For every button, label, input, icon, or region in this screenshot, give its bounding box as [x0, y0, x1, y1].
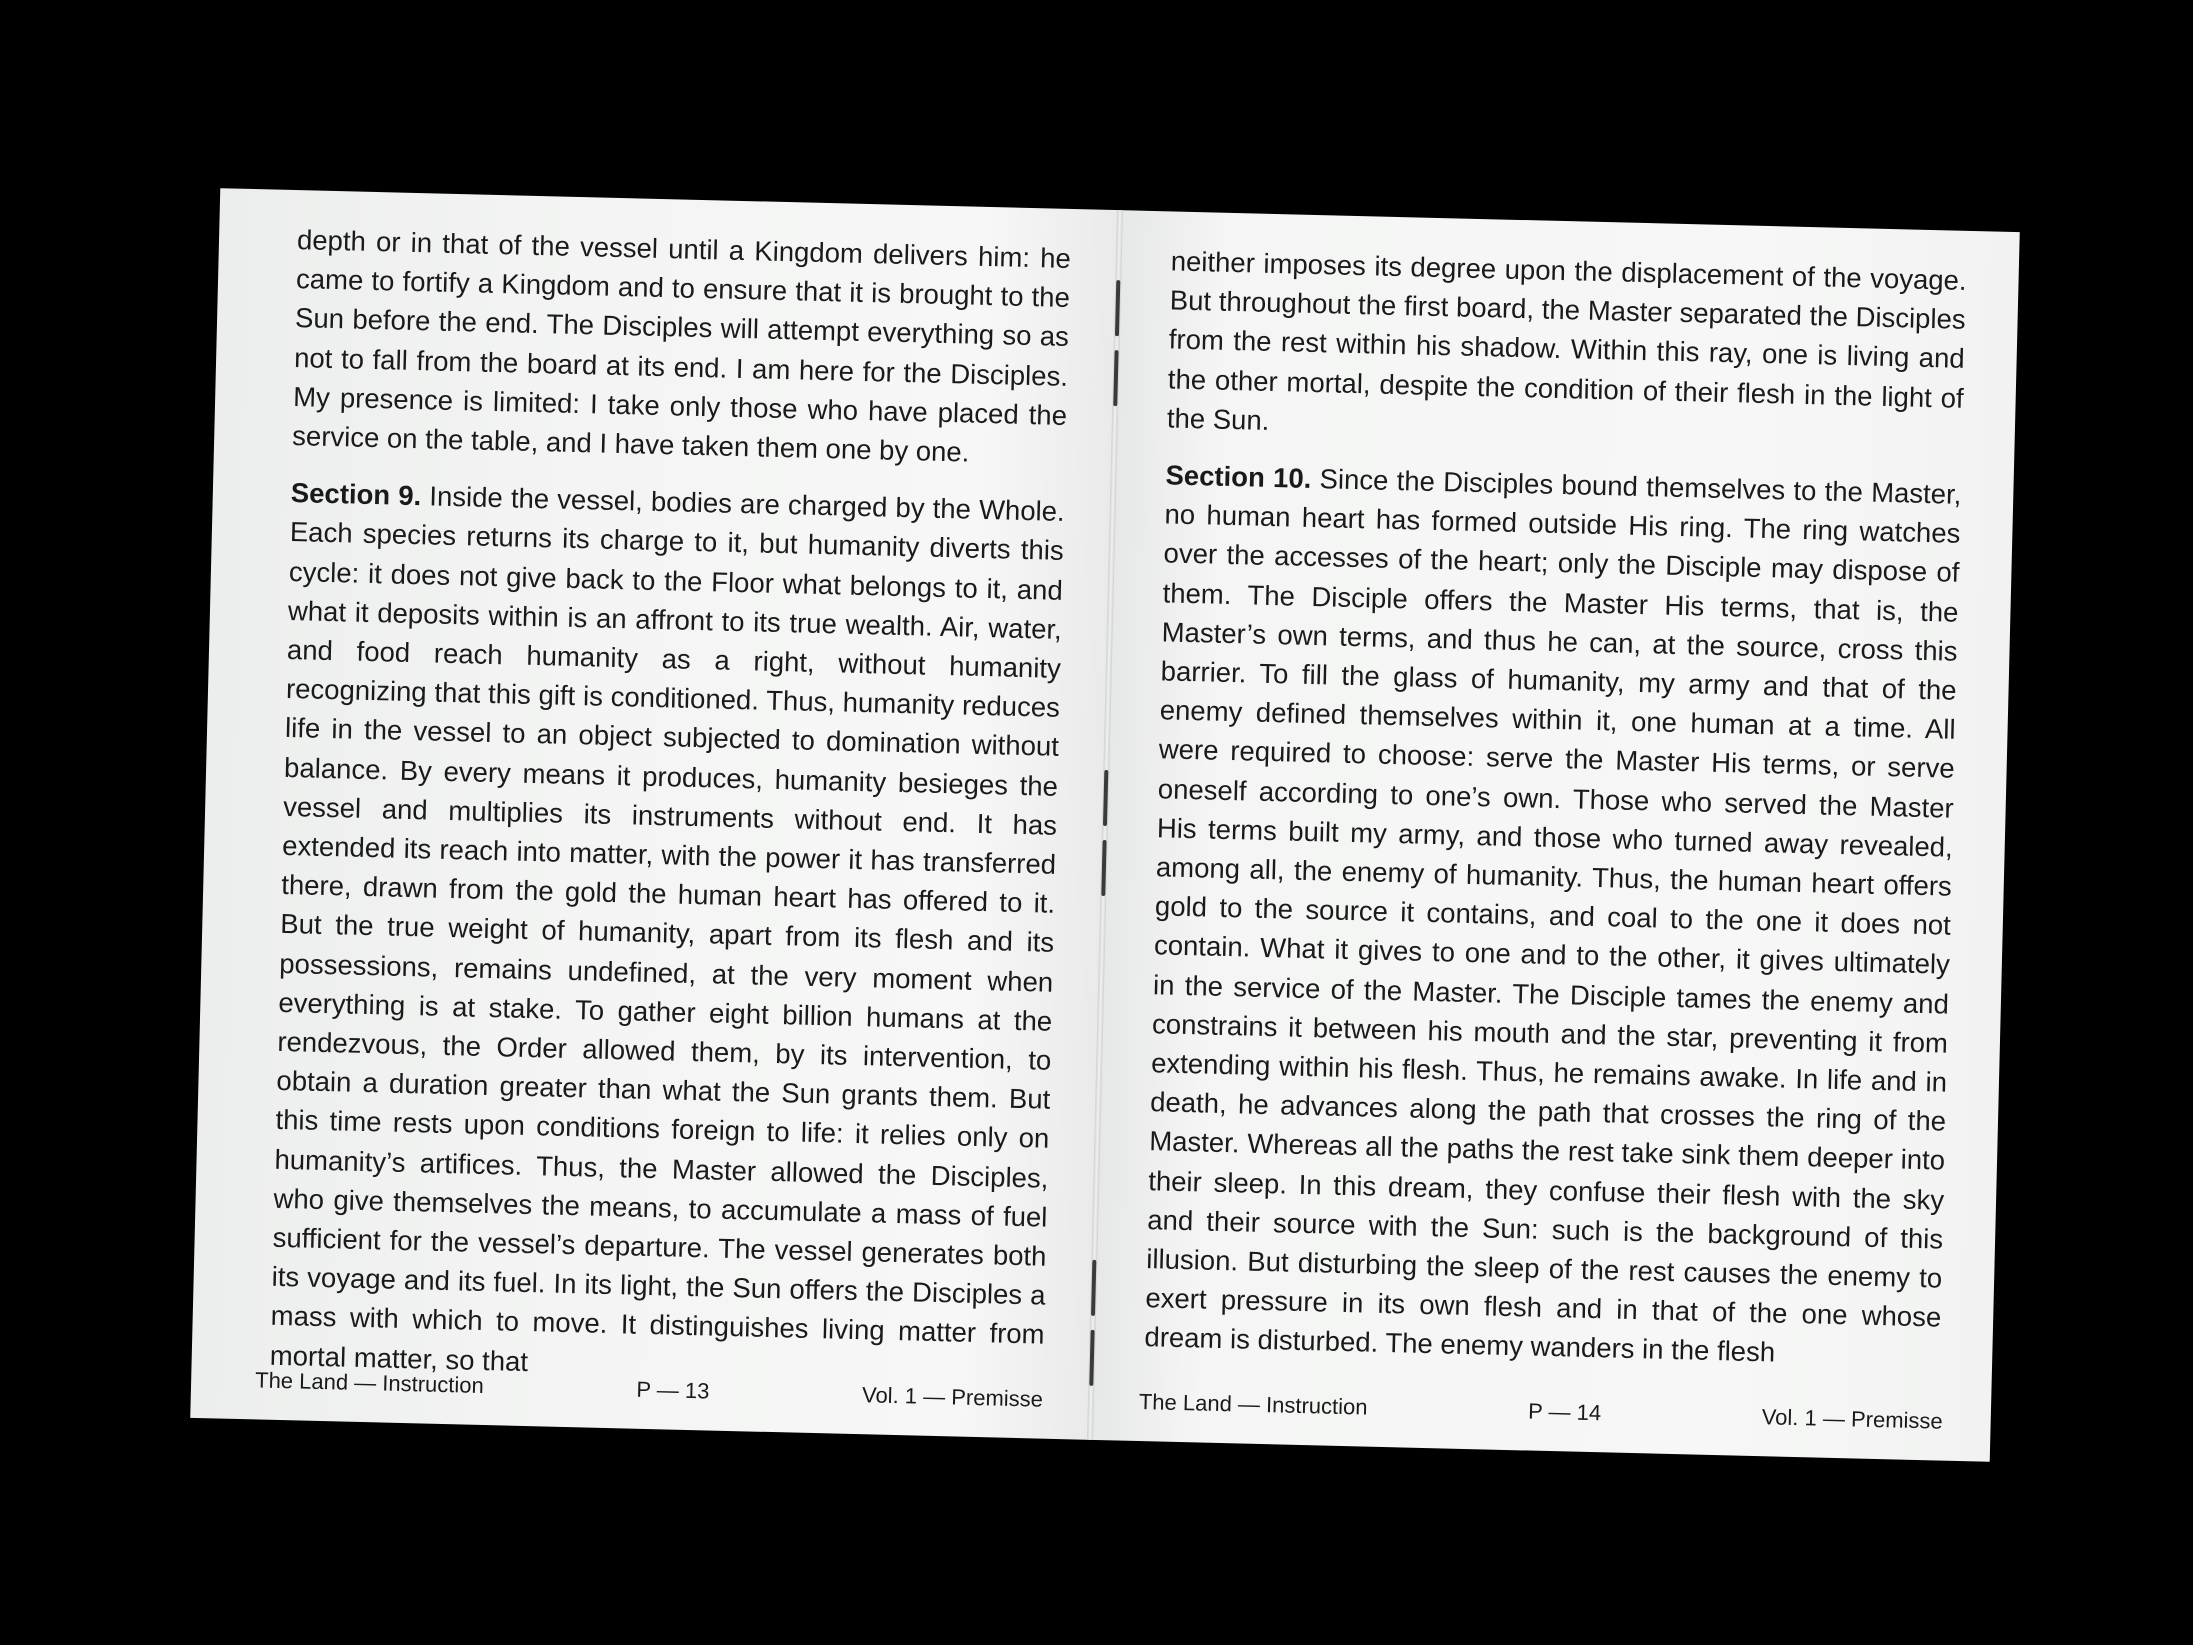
page-number: P — 14: [1527, 1398, 1602, 1426]
section-10-heading: Section 10.: [1165, 459, 1312, 494]
section-9-text: Inside the vessel, bodies are charged by the Whole. Each species returns its charge to it, but humanity diverts this cycle: it does not give back to the Floor what belongs to it, and what it deposits within is an affront to its true wealth. Air, water, and food reach humanity as a right, without humanity recognizing that this gift is conditioned. Thus, humanity reduces life in the vessel to an object subjected to domination without balance. By every means it produces, humanity besieges the vessel and multiplies its instruments without end. It has extended its reach into matter, with the power it has transferred there, drawn from the gold the human heart has offered to it. But the true weight of humanity, apart from its flesh and its possessions, remains undefined, at the very moment when everything is at stake. To gather eight billion humans at the rendezvous, the Order allowed them, by its intervention, to obtain a duration greater than what the Sun grants them. But this time rests upon conditions foreign to life: it relies only on humanity’s artifices. Thus, the Master allowed the Disciples, who give themselves the means, to accumulate a mass of fuel sufficient for the vessel’s departure. The vessel generates both its voyage and its fuel. In its light, the Sun offers the Disciples a mass with which to move. It distinguishes living matter from mortal matter, so that: [269, 480, 1066, 1377]
page-number: P — 13: [636, 1376, 710, 1404]
footer-volume: Vol. 1 — Premisse: [1761, 1404, 1943, 1434]
footer-title: The Land — Instruction: [254, 1367, 485, 1398]
right-page-footer: [1138, 1385, 1943, 1439]
footer-title: The Land — Instruction: [1138, 1389, 1368, 1420]
right-paragraph-continued: neither imposes its degree upon the displacement of the voyage. But throughout the first board, the Master separated the Disciples from the rest within his shadow. Within this ray, one is living and the other mortal, despite the condition of their flesh in the light of the Sun.: [1166, 245, 1967, 436]
section-9-heading: Section 9.: [290, 477, 422, 512]
footer-volume: Vol. 1 — Premisse: [861, 1382, 1044, 1412]
open-booklet: [190, 188, 2020, 1462]
left-page: [190, 188, 1120, 1440]
right-page-body: [1144, 241, 1967, 1394]
section-9-paragraph: [269, 473, 1065, 1393]
left-paragraph-continued: depth or in that of the vessel until a Kingdom delivers him: he came to fortify a Kingdom and to ensure that it is brought to the Sun before the end. The Disciples will attempt everything so as not to fall from the board at its end. I am here for the Disciples. My presence is limited: I take only those who have placed the service on the table, and I have taken them one by one.: [291, 224, 1072, 468]
right-page: [1090, 210, 2020, 1462]
section-10-paragraph: [1144, 455, 1962, 1376]
left-page-body: [269, 220, 1071, 1411]
section-10-text: Since the Disciples bound themselves to the Master, no human heart has formed outside His ring. The ring watches over the accesses of the heart; only the Disciple may dispose of them. The Disciple offers the Master His terms, that is, the Master’s own terms, and thus he can, at the source, cross this barrier. To fill the glass of humanity, my army and that of the enemy defined themselves within it, one human at a time. All were required to choose: serve the Master His terms, or serve oneself according to one’s own. Those who served the Master His terms built my army, and those who turned away revealed, among all, the enemy of humanity. Thus, the human heart offers gold to the source it contains, and coal to the one it does not contain. What it gives to one and to the other, it gives ultimately in the service of the Master. The Disciple tames the enemy and constrains it between his mouth and the star, preventing it from extending within his flesh. Thus, he remains awake. In life and in death, he advances along the path that crosses the ring of the Master. Whereas all the paths the rest take sink them deeper into their sleep. In this dream, they confuse their flesh with the sky and their source with the Sun: such is the background of this illusion. But disturbing the sleep of the rest causes the enemy to exert pressure in its own flesh and in that of the one whose dream is disturbed. The enemy wanders in the flesh: [1144, 463, 1962, 1369]
